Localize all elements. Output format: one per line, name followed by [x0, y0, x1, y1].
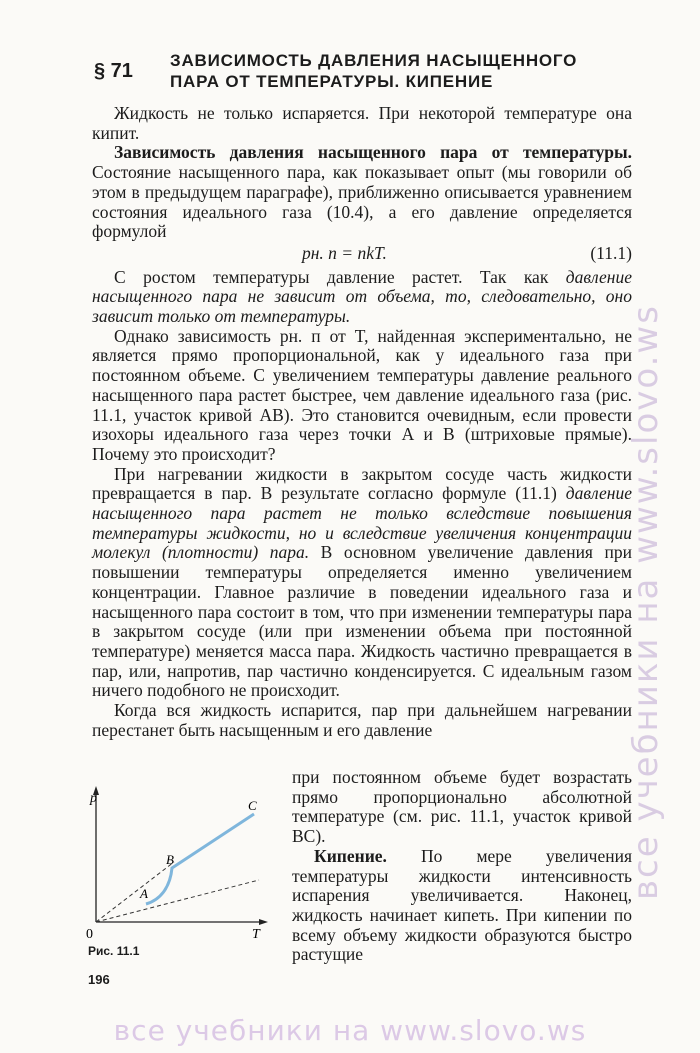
section-title-line-1: ЗАВИСИМОСТЬ ДАВЛЕНИЯ НАСЫЩЕННОГО — [170, 51, 578, 70]
paragraph-temperature-growth — [92, 268, 632, 327]
figure-caption: Рис. 11.1 — [88, 944, 140, 958]
section-title — [170, 50, 640, 92]
paragraph-saturated-pressure — [92, 143, 632, 242]
formula: pн. п = nkT. — [302, 242, 387, 263]
watermark-bottom: все учебники на www.slovo.ws — [113, 1014, 587, 1047]
isochore-a — [96, 880, 259, 922]
watermark-vertical: все учебники на www.slovo.ws — [626, 304, 666, 900]
formula-row — [92, 244, 632, 264]
pressure-temperature-graph — [84, 780, 284, 945]
formula-number: (11.1) — [590, 242, 632, 263]
paragraph-italic: давление насыщенного пара не зависит от объема, то, следовательно, оно зависит только от температуры. — [92, 266, 632, 327]
paragraph-text: С ростом температуры давление растет. Так как — [114, 266, 566, 287]
saturation-curve — [146, 814, 254, 904]
paragraph-intro: Жидкость не только испаряется. При некоторой температуре она кипит. — [92, 103, 632, 143]
paragraph-boiling — [292, 847, 632, 965]
axis-label-t: T — [252, 927, 260, 942]
section-number: § 71 — [94, 60, 133, 82]
paragraph-text: В основном увеличение давления при повышении температуры определяется именно увеличением концентрации. Главное различие в поведении идеального газа и насыщенного пара состоит в том, что при изменении температуры пара в закрытом сосуде (или при изменении объема при постоянной температуре) меняется масса пара. Жидкость частично превращается в пар, или, напротив, пар частично конденсируется. С идеальным газом ничего подобного не происходит. — [92, 542, 633, 701]
paragraph-text: При нагревании жидкости в закрытом сосуде часть жидкости превращается в пар. В результате согласно формуле (11.1) — [92, 463, 632, 504]
paragraph-evaporation-cont: при постоянном объеме будет возрастать прямо пропорционально абсолютной температуре (см. рис. 11.1, участок кривой BC). — [292, 767, 632, 847]
paragraph-italic: давление насыщенного пара растет не только вследствие повышения температуры жидкости, но и вследствие увеличения концентрации молекул (плотности) пара. — [92, 483, 632, 563]
paragraph-heating — [92, 465, 632, 701]
figure-11-1 — [84, 780, 284, 960]
point-a-label: A — [140, 886, 148, 901]
paragraph-heading: Зависимость давления насыщенного пара от температуры. — [114, 142, 632, 163]
paragraph-text: По мере увеличения температуры жидкости интенсивность испарения увеличивается. Наконец, жидкость начинает кипеть. При кипении по всему объему жидкости образуются быстро растущие — [292, 845, 632, 965]
point-c-label: C — [248, 798, 257, 813]
page-number: 196 — [88, 972, 110, 987]
paragraph-evaporation: Когда вся жидкость испарится, пар при дальнейшем нагревании перестанет быть насыщенным и его давление — [92, 700, 632, 740]
paragraph-text: Состояние насыщенного пара, как показывает опыт (мы говорили об этом в предыдущем параграфе), приближенно описывается уравнением состояния идеального газа (10.4), а его давление определяется формулой — [92, 162, 632, 242]
body-text — [92, 104, 632, 741]
point-b-label: B — [166, 852, 174, 867]
right-column-text — [292, 768, 632, 965]
x-axis-arrow — [259, 919, 268, 925]
paragraph-dependence: Однако зависимость pн. п от T, найденная экспериментально, не является прямо пропорциональной, как у идеального газа при постоянном объеме. С увеличением температуры давление реального насыщенного пара растет быстрее, чем давление идеального газа (рис. 11.1, участок кривой AB). Это становится очевидным, если провести изохоры идеального газа через точки A и B (штриховые прямые). Почему это происходит? — [92, 325, 632, 464]
paragraph-heading: Кипение. — [314, 845, 387, 866]
origin-label: 0 — [86, 927, 93, 942]
section-title-line-2: ПАРА ОТ ТЕМПЕРАТУРЫ. КИПЕНИЕ — [170, 72, 494, 91]
axis-label-p: p — [90, 791, 97, 806]
